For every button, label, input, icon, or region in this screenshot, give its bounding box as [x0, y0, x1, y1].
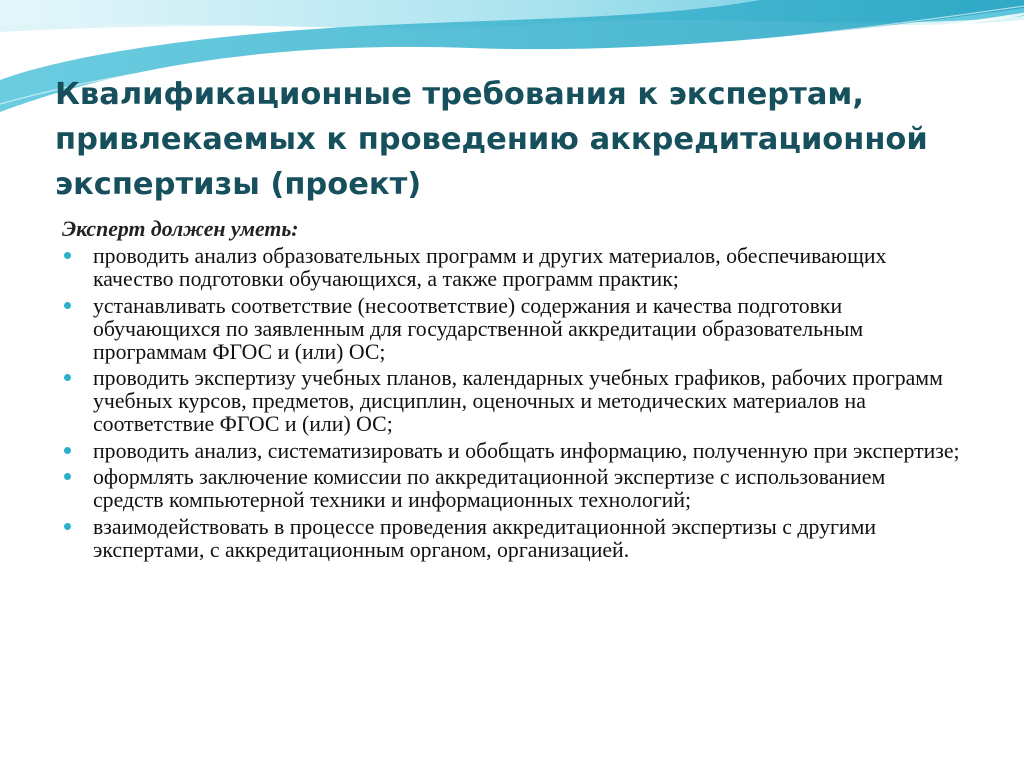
- slide-title: Квалификационные требования к экспертам, привлекаемых к проведению аккредитационной экспертизы (проект): [55, 77, 928, 202]
- bullet-icon: [64, 252, 71, 259]
- list-item-text: взаимодействовать в процессе проведения аккредитационной экспертизы с другими экспертами, с аккредитационным органом, организацией.: [93, 514, 877, 562]
- list-item: [60, 367, 960, 436]
- bullet-icon: [64, 447, 71, 454]
- bullet-icon: [64, 473, 71, 480]
- list-item-text: проводить анализ образовательных программ и других материалов, обеспечивающих качество подготовки обучающихся, а также программ практик;: [93, 244, 887, 291]
- bullet-icon: [64, 523, 71, 530]
- list-item: [60, 245, 960, 291]
- bullet-icon: [64, 302, 71, 309]
- requirements-list: [60, 245, 960, 562]
- list-item: [60, 295, 960, 364]
- list-item-text: устанавливать соответствие (несоответствие) содержания и качества подготовки обучающихся по заявленным для государственной аккредитации образовательным программам ФГОС и (или) ОС;: [93, 293, 864, 364]
- list-item: [60, 466, 960, 512]
- slide-content: [60, 218, 960, 565]
- bullet-icon: [64, 374, 71, 381]
- list-item-text: проводить анализ, систематизировать и обобщать информацию, полученную при экспертизе;: [93, 438, 960, 463]
- list-item: [60, 516, 960, 562]
- list-item-text: оформлять заключение комиссии по аккредитационной экспертизе с использованием средств компьютерной техники и информационных технологий;: [93, 465, 886, 512]
- subheading: Эксперт должен уметь:: [62, 217, 299, 241]
- list-item: [60, 440, 960, 463]
- list-item-text: проводить экспертизу учебных планов, календарных учебных графиков, рабочих программ учебных курсов, предметов, дисциплин, оценочных и методических материалов на соответствие ФГОС и (или) ОС;: [93, 366, 943, 436]
